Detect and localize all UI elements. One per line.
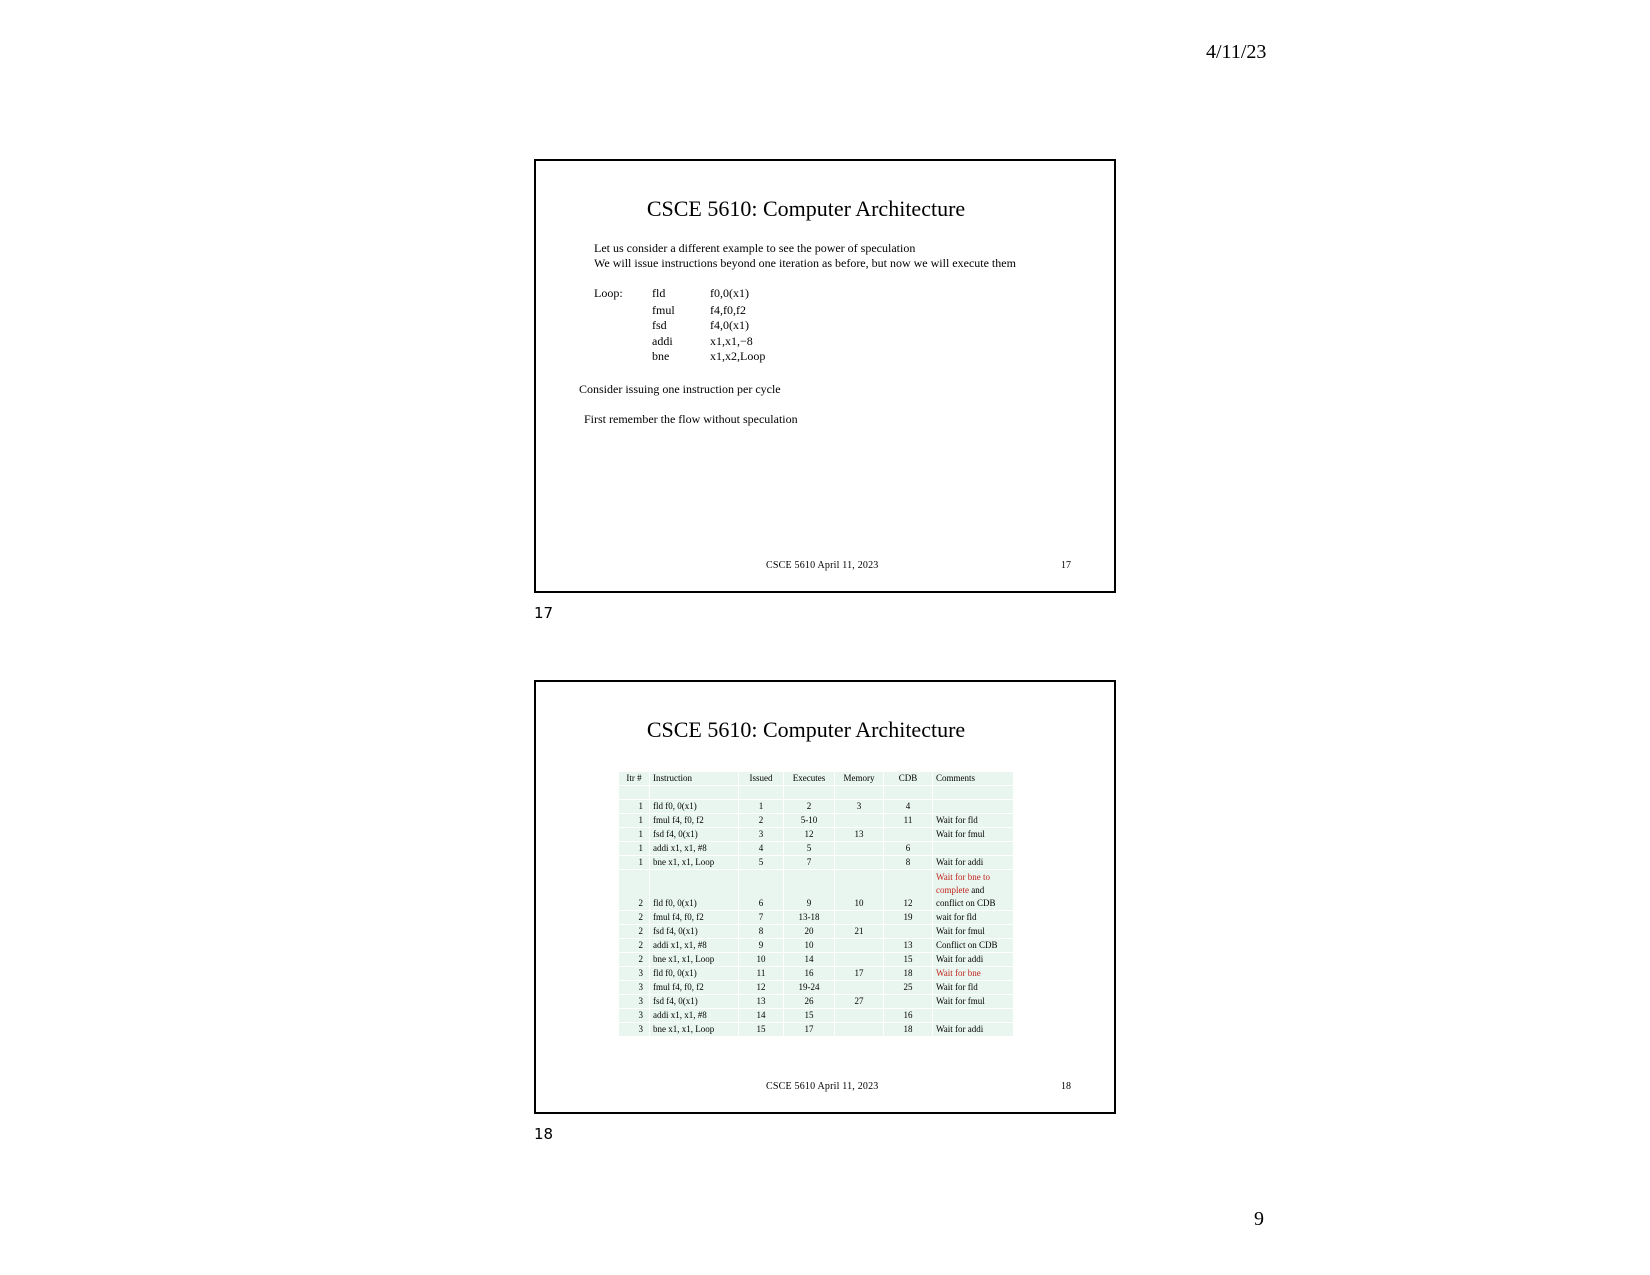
instruction-cell: addi x1, x1, #8 xyxy=(650,842,738,855)
header-instruction: Instruction xyxy=(650,772,738,785)
slide-number: 17 xyxy=(1061,560,1071,571)
cdb-cell: 19 xyxy=(884,911,932,924)
cdb-cell: 16 xyxy=(884,1009,932,1022)
cdb-cell: 12 xyxy=(884,870,932,910)
issued-cell: 10 xyxy=(739,953,783,966)
comment-cell xyxy=(933,870,1013,910)
executes-cell: 17 xyxy=(784,1023,834,1036)
table-row xyxy=(619,856,1013,869)
header-executes: Executes xyxy=(784,772,834,785)
code-args: x1,x1,−8 xyxy=(710,334,753,348)
issued-cell: 1 xyxy=(739,800,783,813)
instruction-cell: fmul f4, f0, f2 xyxy=(650,911,738,924)
instruction-cell: fsd f4, 0(x1) xyxy=(650,828,738,841)
issued-cell: 14 xyxy=(739,1009,783,1022)
instruction-cell: fsd f4, 0(x1) xyxy=(650,995,738,1008)
memory-cell xyxy=(835,981,883,994)
comment-text: Wait for addi xyxy=(936,857,984,867)
issued-cell: 15 xyxy=(739,1023,783,1036)
comment-text: Wait for addi xyxy=(936,1024,984,1034)
memory-cell: 17 xyxy=(835,967,883,980)
memory-cell: 3 xyxy=(835,800,883,813)
memory-cell xyxy=(835,856,883,869)
executes-cell: 13-18 xyxy=(784,911,834,924)
slide-footer: CSCE 5610 April 11, 2023 xyxy=(766,560,879,571)
executes-cell: 16 xyxy=(784,967,834,980)
executes-cell: 12 xyxy=(784,828,834,841)
code-op: fmul xyxy=(652,303,675,317)
itr-cell: 2 xyxy=(619,953,649,966)
intro-line-2: We will issue instructions beyond one iteration as before, but now we will execute them xyxy=(594,256,1016,270)
table-row xyxy=(619,828,1013,841)
itr-cell: 2 xyxy=(619,911,649,924)
code-args: f0,0(x1) xyxy=(710,286,749,300)
comment-cell xyxy=(933,939,1013,952)
executes-cell: 14 xyxy=(784,953,834,966)
code-args: f4,f0,f2 xyxy=(710,303,746,317)
instruction-cell: bne x1, x1, Loop xyxy=(650,1023,738,1036)
itr-cell: 3 xyxy=(619,1023,649,1036)
comment-cell xyxy=(933,911,1013,924)
intro-line-1: Let us consider a different example to see the power of speculation xyxy=(594,241,916,255)
code-args: x1,x2,Loop xyxy=(710,349,766,363)
comment-text: Wait for fmul xyxy=(936,829,985,839)
issued-cell: 13 xyxy=(739,995,783,1008)
comment-cell xyxy=(933,842,1013,855)
comment-cell xyxy=(933,828,1013,841)
comment-cell xyxy=(933,995,1013,1008)
slide-17 xyxy=(534,159,1116,593)
cdb-cell: 6 xyxy=(884,842,932,855)
slide-number: 18 xyxy=(1061,1081,1071,1092)
slide-title: CSCE 5610: Computer Architecture xyxy=(646,196,966,221)
comment-cell xyxy=(933,967,1013,980)
memory-cell xyxy=(835,814,883,827)
table-row xyxy=(619,870,1013,910)
comment-text: Wait for fmul xyxy=(936,996,985,1006)
executes-cell: 9 xyxy=(784,870,834,910)
itr-cell: 3 xyxy=(619,967,649,980)
table-row xyxy=(619,814,1013,827)
itr-cell: 1 xyxy=(619,828,649,841)
itr-cell: 2 xyxy=(619,870,649,910)
comment-text: wait for fld xyxy=(936,912,977,922)
memory-cell xyxy=(835,939,883,952)
issued-cell: 6 xyxy=(739,870,783,910)
executes-cell: 7 xyxy=(784,856,834,869)
instruction-cell: bne x1, x1, Loop xyxy=(650,953,738,966)
instruction-cell: fld f0, 0(x1) xyxy=(650,870,738,910)
memory-cell xyxy=(835,842,883,855)
comment-text: Wait for fmul xyxy=(936,926,985,936)
memory-cell: 21 xyxy=(835,925,883,938)
comment-text: Wait for fld xyxy=(936,815,978,825)
executes-cell: 19-24 xyxy=(784,981,834,994)
itr-cell: 1 xyxy=(619,800,649,813)
comment-text: Wait for addi xyxy=(936,954,984,964)
instruction-cell: addi x1, x1, #8 xyxy=(650,1009,738,1022)
code-op: fsd xyxy=(652,318,667,332)
instruction-cell: fmul f4, f0, f2 xyxy=(650,814,738,827)
comment-cell xyxy=(933,925,1013,938)
comment-cell xyxy=(933,814,1013,827)
comment-text: and conflict on CDB xyxy=(936,885,996,908)
comment-text: Conflict on CDB xyxy=(936,940,998,950)
executes-cell: 26 xyxy=(784,995,834,1008)
issued-cell: 12 xyxy=(739,981,783,994)
instruction-cell: bne x1, x1, Loop xyxy=(650,856,738,869)
cdb-cell: 18 xyxy=(884,1023,932,1036)
cdb-cell xyxy=(884,828,932,841)
issued-cell: 5 xyxy=(739,856,783,869)
instruction-cell: fld f0, 0(x1) xyxy=(650,800,738,813)
slide-label: 18 xyxy=(534,1125,554,1143)
itr-cell: 3 xyxy=(619,995,649,1008)
table-row xyxy=(619,953,1013,966)
slide-label: 17 xyxy=(534,604,554,622)
cdb-cell xyxy=(884,925,932,938)
instruction-cell: addi x1, x1, #8 xyxy=(650,939,738,952)
code-op: bne xyxy=(652,349,670,363)
comment-highlight: Wait for bne to complete xyxy=(936,872,991,895)
executes-cell: 15 xyxy=(784,1009,834,1022)
comment-highlight: Wait for bne xyxy=(936,968,981,978)
code-label: Loop: xyxy=(594,286,623,300)
executes-cell: 5-10 xyxy=(784,814,834,827)
issued-cell: 7 xyxy=(739,911,783,924)
cdb-cell xyxy=(884,995,932,1008)
table-row xyxy=(619,995,1013,1008)
note-issuing: Consider issuing one instruction per cycle xyxy=(579,382,781,396)
table-row xyxy=(619,842,1013,855)
instruction-cell: fsd f4, 0(x1) xyxy=(650,925,738,938)
slide-18 xyxy=(534,680,1116,1114)
memory-cell xyxy=(835,953,883,966)
cdb-cell: 25 xyxy=(884,981,932,994)
blank-row xyxy=(619,786,1013,799)
table-row xyxy=(619,800,1013,813)
header-comments: Comments xyxy=(933,772,1013,785)
memory-cell xyxy=(835,1009,883,1022)
itr-cell: 2 xyxy=(619,925,649,938)
itr-cell: 2 xyxy=(619,939,649,952)
header-cdb: CDB xyxy=(884,772,932,785)
itr-cell: 1 xyxy=(619,814,649,827)
issued-cell: 11 xyxy=(739,967,783,980)
comment-cell xyxy=(933,800,1013,813)
executes-cell: 10 xyxy=(784,939,834,952)
cdb-cell: 4 xyxy=(884,800,932,813)
instruction-cell: fld f0, 0(x1) xyxy=(650,967,738,980)
header-memory: Memory xyxy=(835,772,883,785)
comment-cell xyxy=(933,856,1013,869)
table-row xyxy=(619,967,1013,980)
executes-cell: 5 xyxy=(784,842,834,855)
itr-cell: 3 xyxy=(619,1009,649,1022)
code-args: f4,0(x1) xyxy=(710,318,749,332)
table-row xyxy=(619,911,1013,924)
cdb-cell: 13 xyxy=(884,939,932,952)
issued-cell: 9 xyxy=(739,939,783,952)
slide-title: CSCE 5610: Computer Architecture xyxy=(646,717,966,742)
comment-cell xyxy=(933,1009,1013,1022)
issued-cell: 4 xyxy=(739,842,783,855)
memory-cell: 27 xyxy=(835,995,883,1008)
itr-cell: 1 xyxy=(619,856,649,869)
table-row xyxy=(619,939,1013,952)
comment-cell xyxy=(933,1023,1013,1036)
issued-cell: 2 xyxy=(739,814,783,827)
executes-cell: 2 xyxy=(784,800,834,813)
table-row xyxy=(619,925,1013,938)
comment-text: Wait for fld xyxy=(936,982,978,992)
cdb-cell: 8 xyxy=(884,856,932,869)
table-header-row xyxy=(619,772,1013,785)
memory-cell xyxy=(835,1023,883,1036)
instruction-cell: fmul f4, f0, f2 xyxy=(650,981,738,994)
itr-cell: 1 xyxy=(619,842,649,855)
memory-cell: 13 xyxy=(835,828,883,841)
table-row xyxy=(619,1023,1013,1036)
table-row xyxy=(619,981,1013,994)
memory-cell: 10 xyxy=(835,870,883,910)
header-itr: Itr # xyxy=(619,772,649,785)
table-row xyxy=(619,1009,1013,1022)
code-op: addi xyxy=(652,334,673,348)
issued-cell: 8 xyxy=(739,925,783,938)
page-date: 4/11/23 xyxy=(1206,41,1267,63)
cdb-cell: 15 xyxy=(884,953,932,966)
cdb-cell: 18 xyxy=(884,967,932,980)
code-op: fld xyxy=(652,286,666,300)
header-issued: Issued xyxy=(739,772,783,785)
issued-cell: 3 xyxy=(739,828,783,841)
slide-footer: CSCE 5610 April 11, 2023 xyxy=(766,1081,879,1092)
page-number: 9 xyxy=(1254,1208,1264,1230)
note-flow: First remember the flow without speculation xyxy=(584,412,798,426)
schedule-table xyxy=(618,771,1014,1037)
comment-cell xyxy=(933,981,1013,994)
cdb-cell: 11 xyxy=(884,814,932,827)
itr-cell: 3 xyxy=(619,981,649,994)
executes-cell: 20 xyxy=(784,925,834,938)
memory-cell xyxy=(835,911,883,924)
comment-cell xyxy=(933,953,1013,966)
